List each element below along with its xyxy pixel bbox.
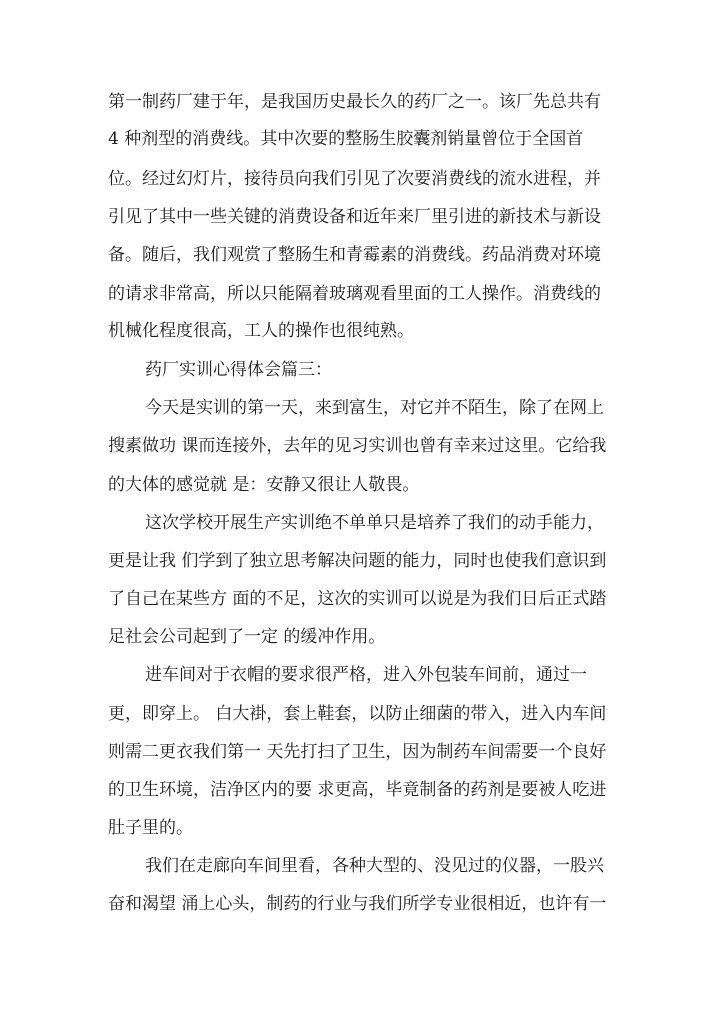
text-line: 4 种剂型的消费线。其中次要的整肠生胶囊剂销量曾位于全国首 xyxy=(108,129,584,149)
text-line: 第一制药厂建于年，是我国历史最长久的药厂之一。该厂先总共有 xyxy=(108,92,601,112)
text-line: 这次学校开展生产实训绝不单单只是培养了我们的动手能力， xyxy=(145,513,604,533)
text-line: 进车间对于衣帽的要求很严格，进入外包装车间前，通过一 xyxy=(145,665,587,685)
text-line: 备。随后，我们观赏了整肠生和青霉素的消费线。药品消费对环境 xyxy=(108,245,601,265)
text-line: 搜素做功 课而连接外，去年的见习实训也曾有幸来过这里。它给我 xyxy=(108,436,607,456)
text-line: 的卫生环境，洁净区内的要 求更高，毕竟制备的药剂是要被人吃进 xyxy=(108,780,607,800)
text-line: 更，即穿上。 白大褂，套上鞋套，以防止细菌的带入，进入内车间 xyxy=(108,704,607,724)
text-line: 机械化程度很高，工人的操作也很纯熟。 xyxy=(108,321,414,341)
text-line: 引见了其中一些关键的消费设备和近年来厂里引进的新技术与新设 xyxy=(108,207,601,227)
text-line: 我们在走廊向车间里看，各种大型的、没见过的仪器，一股兴 xyxy=(145,856,604,876)
text-line: 则需二更衣我们第一 天先打扫了卫生，因为制药车间需要一个良好 xyxy=(108,742,607,762)
text-line: 的请求非常高，所以只能隔着玻璃观看里面的工人操作。消费线的 xyxy=(108,284,601,304)
text-line: 的大体的感觉就 是：安静又很让人敬畏。 xyxy=(108,475,420,495)
text-line: 更是让我 们学到了独立思考解决问题的能力，同时也使我们意识到 xyxy=(108,551,607,571)
text-line: 奋和渴望 涌上心头，制药的行业与我们所学专业很相近，也许有一 xyxy=(108,894,607,914)
text-line: 足社会公司起到了一定 的缓冲作用。 xyxy=(108,627,386,647)
text-line: 肚子里的。 xyxy=(108,818,193,838)
text-line: 位。经过幻灯片，接待员向我们引见了次要消费线的流水进程，并 xyxy=(108,169,601,189)
text-line: 了自己在某些方 面的不足，这次的实训可以说是为我们日后正式踏 xyxy=(108,589,607,609)
section-heading: 药厂实训心得体会篇三： xyxy=(145,360,332,380)
text-line: 今天是实训的第一天，来到富生，对它并不陌生，除了在网上 xyxy=(145,398,604,418)
